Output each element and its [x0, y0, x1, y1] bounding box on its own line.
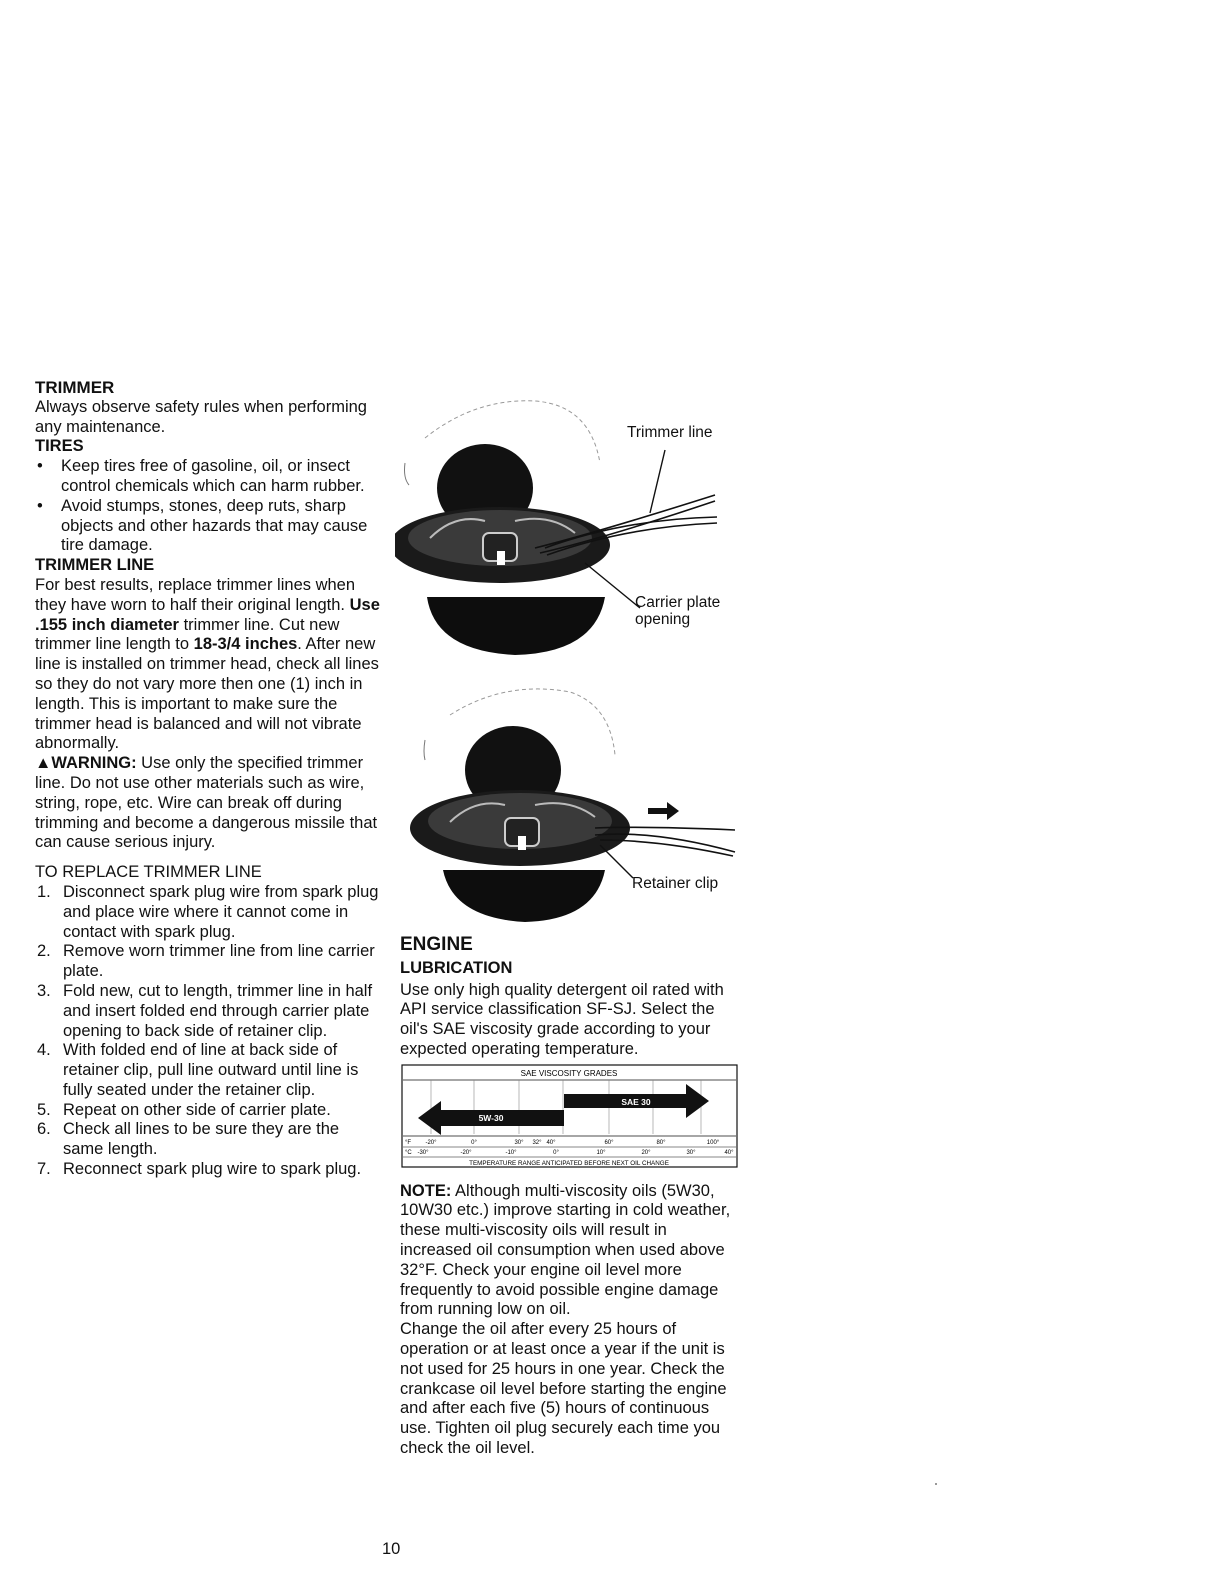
oil-change-paragraph: Change the oil after every 25 hours of operation or at least once a year if the unit is not used for 25 hours in one year. Check the crankcase oil level before starting the engine and after each five (5) hours of continuous use. Tighten oil plug securely each time you check the oil level. — [400, 1320, 727, 1457]
trimmer-line-paragraph: For best results, replace trimmer lines when they have worn to half their original length. Use .155 inch diameter trimmer line. Cut new trimmer line length to 18-3/4 inches. After new line is installed on trimmer head, check all lines so they do not vary more then one (1) inch in length. This is important to make sure the trimmer head is balanced and will not vibrate abnormally. — [35, 575, 380, 753]
warning-paragraph — [35, 754, 380, 853]
tires-list — [35, 457, 380, 556]
right-column — [400, 935, 740, 1459]
warning-triangle-icon: ▲ — [35, 754, 52, 773]
f-tick: 80° — [656, 1139, 666, 1146]
c-tick: 10° — [596, 1149, 606, 1156]
step-item: 6. Check all lines to be sure they are the same length. — [37, 1120, 340, 1159]
viscosity-chart-caption: TEMPERATURE RANGE ANTICIPATED BEFORE NEXT OIL CHANGE — [469, 1159, 669, 1167]
c-tick: -30° — [417, 1149, 429, 1156]
c-tick: 0° — [553, 1149, 559, 1156]
trimmer-head-illustration — [395, 680, 740, 930]
tires-heading: TIRES — [35, 437, 84, 456]
step-item: 2. Remove worn trimmer line from line carrier plate. — [37, 942, 375, 981]
warning-text: Use only the specified trimmer line. Do not use other materials such as wire, string, rope, etc. Wire can break off during trimming and become a dangerous missile that can cause serious injury. — [35, 754, 378, 852]
f-tick: 32° — [532, 1139, 542, 1146]
f-tick: 30° — [514, 1139, 524, 1146]
trimmer-head-figure-1 — [395, 393, 735, 663]
step-item: 1. Disconnect spark plug wire from spark plug and place wire where it cannot come in contact with spark plug. — [37, 882, 379, 941]
replace-steps — [35, 883, 380, 1180]
step-item: 5. Repeat on other side of carrier plate. — [37, 1100, 331, 1119]
note-label: NOTE: — [400, 1181, 452, 1200]
c-tick: 40° — [724, 1149, 734, 1156]
label-retainer-clip: Retainer clip — [632, 875, 719, 892]
trimmer-head-figure-2 — [395, 680, 740, 930]
f-tick: 60° — [604, 1139, 614, 1146]
scan-speck — [935, 1483, 937, 1485]
f-tick: -20° — [425, 1139, 437, 1146]
lubrication-heading: LUBRICATION — [400, 958, 513, 977]
step-item: 3. Fold new, cut to length, trimmer line in half and insert folded end through carrier plate opening to back side of retainer clip. — [37, 981, 373, 1040]
sae-viscosity-chart — [401, 1064, 738, 1168]
viscosity-chart-title: SAE VISCOSITY GRADES — [520, 1068, 618, 1078]
tires-item: • Keep tires free of gasoline, oil, or insect control chemicals which can harm rubber. — [35, 457, 380, 497]
fahrenheit-unit: °F — [405, 1139, 412, 1146]
left-column — [35, 378, 380, 1180]
step-item: 4. With folded end of line at back side of retainer clip, pull line outward until line is fully seated under the retainer clip. — [37, 1041, 359, 1099]
c-tick: 30° — [686, 1149, 696, 1156]
trimmer-line-heading: TRIMMER LINE — [35, 556, 155, 575]
5w30-label: 5W-30 — [478, 1112, 504, 1123]
warning-label: WARNING: — [51, 754, 137, 773]
step-item: 7. Reconnect spark plug wire to spark plug. — [37, 1160, 362, 1179]
engine-heading: ENGINE — [400, 934, 473, 955]
label-trimmer-line: Trimmer line — [627, 424, 713, 441]
trimmer-intro: Always observe safety rules when performing any maintenance. — [35, 397, 367, 436]
f-tick: 100° — [706, 1139, 720, 1146]
celsius-unit: °C — [405, 1149, 412, 1156]
replace-heading: TO REPLACE TRIMMER LINE — [35, 863, 262, 882]
c-tick: -10° — [505, 1149, 517, 1156]
label-carrier-plate-opening: opening — [635, 611, 691, 628]
label-carrier-plate: Carrier plate — [635, 594, 721, 611]
sae30-label: SAE 30 — [621, 1096, 651, 1107]
tires-item: • Avoid stumps, stones, deep ruts, sharp objects and other hazards that may cause tire damage. — [35, 497, 380, 556]
trimmer-heading: TRIMMER — [35, 378, 115, 397]
c-tick: 20° — [641, 1149, 651, 1156]
lubrication-paragraph: Use only high quality detergent oil rated with API service classification SF-SJ. Select the oil's SAE viscosity grade according to your expected operating temperature. — [400, 980, 724, 1058]
note-text: Although multi-viscosity oils (5W30, 10W30 etc.) improve starting in cold weather, these multi-viscosity oils will result in increased oil consumption when used above 32°F. Check your engine oil level more frequently to avoid possible engine damage from running low on oil. — [400, 1181, 731, 1319]
f-tick: 40° — [546, 1139, 556, 1146]
note-paragraph — [400, 1182, 740, 1321]
page-number: 10 — [382, 1540, 401, 1558]
f-tick: 0° — [471, 1139, 477, 1146]
c-tick: -20° — [460, 1149, 472, 1156]
